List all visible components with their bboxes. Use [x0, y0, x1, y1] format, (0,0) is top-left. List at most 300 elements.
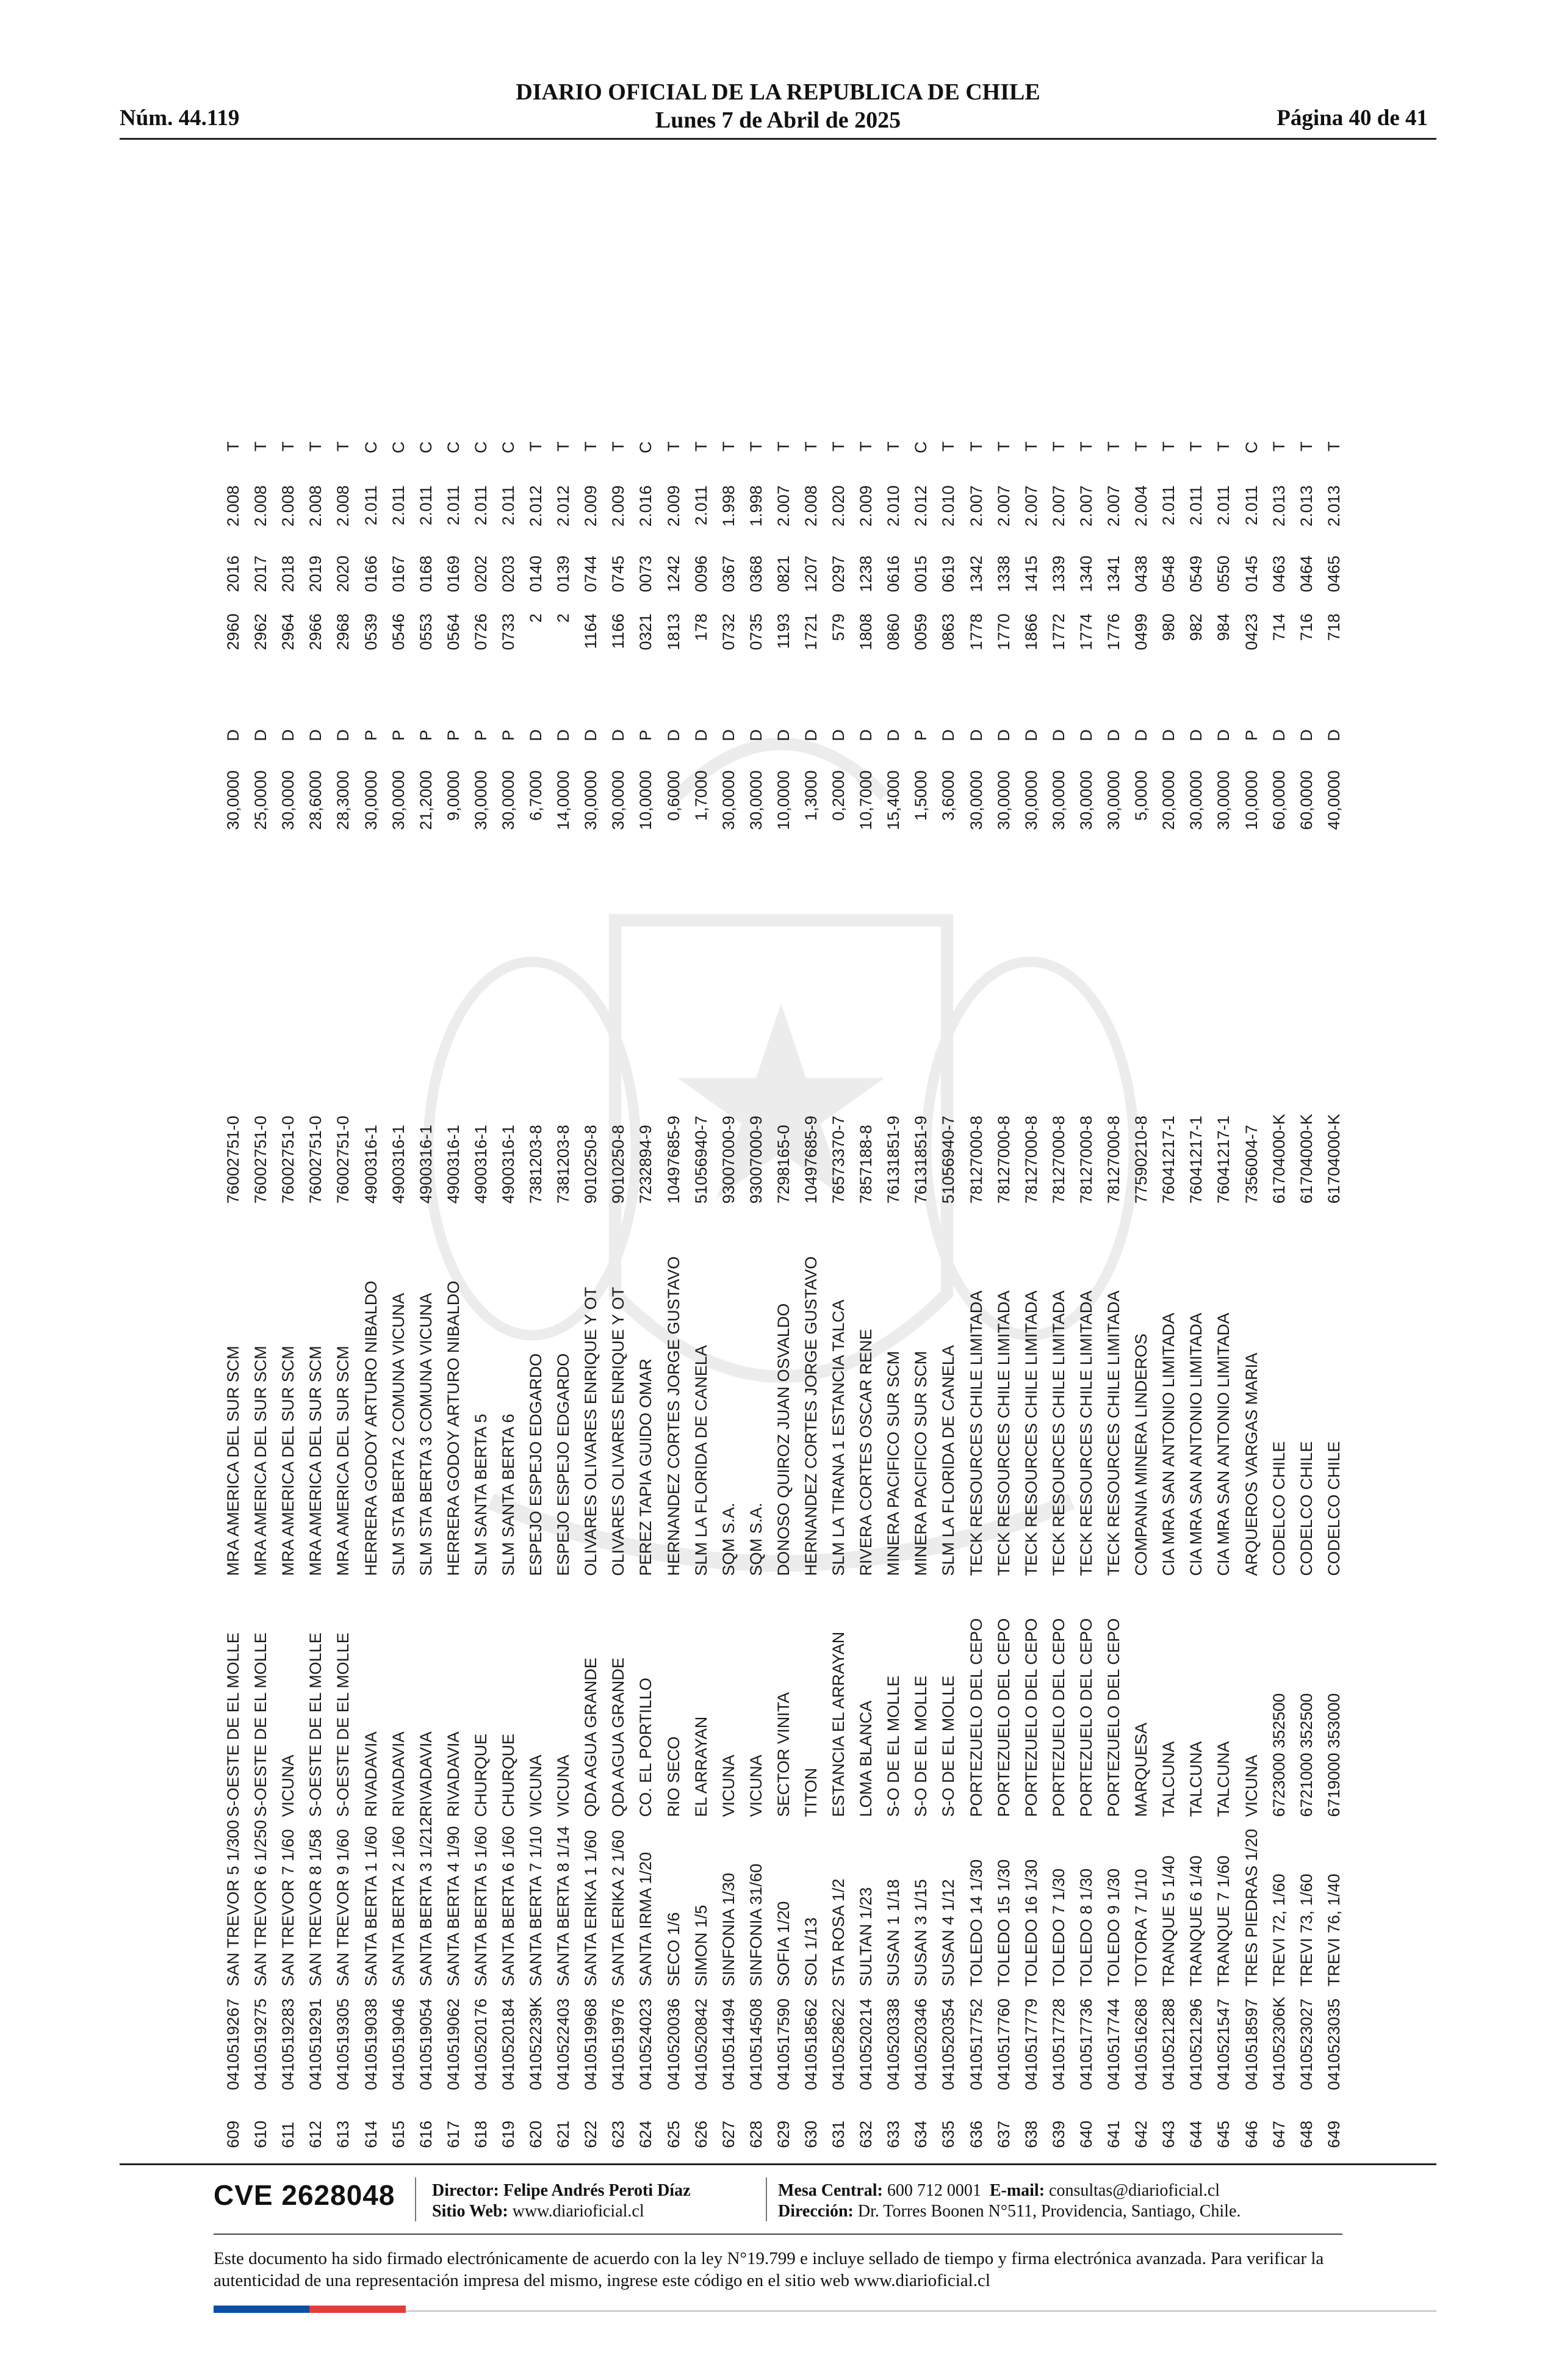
status-code-cell: T	[582, 441, 600, 452]
area-cell: 9,0000	[444, 770, 463, 821]
area-cell: 30,0000	[1049, 770, 1068, 830]
rut-cell: 4900316-1	[416, 1125, 435, 1204]
concession-name-cell: SINFONIA 31/60	[746, 1863, 765, 1986]
concession-name-cell: TOLEDO 14 1/30	[967, 1859, 985, 1986]
rol-code-cell: 0410517728	[1049, 1998, 1068, 2090]
concession-name-cell: SAN TREVOR 6 1/250	[251, 1820, 270, 1986]
location-cell: CO. EL PORTILLO	[636, 1678, 655, 1817]
inscription-folio-cell: 1776	[1104, 613, 1123, 651]
concession-name-cell: SINFONIA 1/30	[719, 1872, 738, 1986]
table-row	[963, 441, 990, 2148]
row-number-cell: 639	[1049, 2120, 1068, 2148]
inscription-number-cell: 0463	[1269, 555, 1288, 593]
rut-cell: 76041217-1	[1159, 1116, 1178, 1204]
row-number-cell: 632	[857, 2120, 876, 2148]
concession-name-cell: SUSAN 1 1/18	[884, 1879, 903, 1986]
owner-cell: HERNANDEZ CORTES JORGE GUSTAVO	[802, 1256, 821, 1576]
inscription-folio-cell: 579	[829, 613, 848, 641]
rut-cell: 76041217-1	[1214, 1116, 1233, 1204]
owner-cell: CIA MRA SAN ANTONIO LIMITADA	[1187, 1313, 1206, 1576]
type-code-cell: P	[444, 729, 463, 741]
inscription-number-cell: 0139	[554, 555, 573, 593]
location-cell: S-OESTE DE EL MOLLE	[306, 1632, 325, 1817]
location-cell: LOMA BLANCA	[857, 1700, 876, 1817]
row-number-cell: 640	[1076, 2120, 1095, 2148]
rut-cell: 78127000-8	[1021, 1116, 1040, 1204]
rol-code-cell: 0410518562	[802, 1998, 821, 2090]
concession-name-cell: SIMON 1/5	[691, 1905, 710, 1986]
inscription-folio-cell: 984	[1214, 613, 1233, 641]
location-cell: PORTEZUELO DEL CEPO	[994, 1618, 1013, 1817]
status-code-cell: T	[1187, 441, 1206, 452]
director-label: Director:	[432, 2181, 499, 2200]
location-cell: TALCUNA	[1214, 1741, 1233, 1817]
type-code-cell: P	[912, 729, 931, 741]
rol-code-cell: 0410519976	[609, 1998, 628, 2090]
status-code-cell: T	[334, 441, 353, 452]
status-code-cell: T	[1132, 441, 1151, 452]
director-info	[432, 2180, 691, 2222]
table-row	[1155, 441, 1183, 2148]
owner-cell: SLM SANTA BERTA 5	[471, 1413, 490, 1576]
rut-cell: 4900316-1	[499, 1125, 517, 1204]
area-cell: 30,0000	[1187, 770, 1206, 830]
concession-name-cell: SAN TREVOR 8 1/58	[306, 1829, 325, 1986]
type-code-cell: D	[1021, 729, 1040, 741]
year-cell: 2.007	[967, 485, 985, 527]
area-cell: 30,0000	[389, 770, 408, 830]
inscription-number-cell: 1242	[664, 555, 683, 593]
inscription-folio-cell: 178	[691, 613, 710, 641]
type-code-cell: D	[939, 729, 958, 741]
type-code-cell: P	[499, 729, 517, 741]
row-number-cell: 648	[1297, 2120, 1316, 2148]
type-code-cell: D	[967, 729, 985, 741]
status-code-cell: C	[416, 441, 435, 453]
type-code-cell: D	[334, 729, 353, 741]
website-line	[432, 2201, 691, 2222]
legal-notice: Este documento ha sido firmado electrónicamente de acuerdo con la ley N°19.799 e incluye sellado de tiempo y firma electrónica avanzada. Para verificar la autenticidad de una representación impresa del mismo, ingrese este código en el sitio web www.diarioficial.cl	[214, 2249, 1324, 2290]
rut-cell: 78127000-8	[1104, 1116, 1123, 1204]
row-number-cell: 614	[361, 2120, 380, 2148]
owner-cell: CIA MRA SAN ANTONIO LIMITADA	[1159, 1313, 1178, 1576]
footer-gray-rule	[406, 2310, 1436, 2312]
issue-number: Núm. 44.119	[120, 106, 240, 131]
owner-cell: HERNANDEZ CORTES JORGE GUSTAVO	[664, 1256, 683, 1576]
rut-cell: 93007000-9	[719, 1116, 738, 1204]
concession-name-cell: TOLEDO 7 1/30	[1049, 1868, 1068, 1986]
year-cell: 2.013	[1324, 485, 1343, 527]
owner-cell: CIA MRA SAN ANTONIO LIMITADA	[1214, 1313, 1233, 1576]
table-row	[880, 441, 907, 2148]
inscription-folio-cell: 0539	[361, 613, 380, 651]
rut-cell: 7857188-8	[857, 1125, 876, 1204]
rol-code-cell: 0410519968	[582, 1998, 600, 2090]
inscription-folio-cell: 2968	[334, 613, 353, 651]
row-number-cell: 618	[471, 2120, 490, 2148]
inscription-number-cell: 0166	[361, 555, 380, 593]
owner-cell: SLM STA BERTA 2 COMUNA VICUNA	[389, 1293, 408, 1576]
inscription-number-cell: 0744	[582, 555, 600, 593]
inscription-folio-cell: 716	[1297, 613, 1316, 641]
table-row	[935, 441, 962, 2148]
rut-cell: 61704000-K	[1324, 1114, 1343, 1204]
rol-code-cell: 0410524023	[636, 1998, 655, 2090]
inscription-number-cell: 1238	[857, 555, 876, 593]
status-code-cell: T	[1076, 441, 1095, 452]
location-cell: VICUNA	[554, 1754, 573, 1817]
concession-name-cell: TOLEDO 16 1/30	[1021, 1859, 1040, 1986]
inscription-number-cell: 0367	[719, 555, 738, 593]
table-row	[550, 441, 577, 2148]
status-code-cell: T	[306, 441, 325, 452]
website-url[interactable]: www.diarioficial.cl	[512, 2202, 644, 2221]
location-cell: RIO SECO	[664, 1736, 683, 1817]
location-cell: S-O DE EL MOLLE	[912, 1675, 931, 1817]
inscription-folio-cell: 0863	[939, 613, 958, 651]
status-code-cell: T	[994, 441, 1013, 452]
year-cell: 2.011	[1242, 485, 1261, 525]
rol-code-cell: 0410520842	[691, 1998, 710, 2090]
type-code-cell: P	[361, 729, 380, 741]
footer-separator	[415, 2177, 416, 2221]
table-row	[412, 441, 440, 2148]
year-cell: 2.016	[636, 485, 655, 527]
concession-name-cell: SANTA BERTA 1 1/60	[361, 1826, 380, 1986]
type-code-cell: D	[664, 729, 683, 741]
row-number-cell: 647	[1269, 2120, 1288, 2148]
type-code-cell: D	[802, 729, 821, 741]
concession-name-cell: TOLEDO 15 1/30	[994, 1859, 1013, 1986]
inscription-folio-cell: 0733	[499, 613, 517, 651]
inscription-number-cell: 2018	[279, 555, 298, 593]
rut-cell: 76131851-9	[912, 1116, 931, 1204]
row-number-cell: 637	[994, 2120, 1013, 2148]
year-cell: 2.009	[582, 485, 600, 527]
address-label: Dirección:	[778, 2202, 854, 2221]
inscription-folio-cell: 1866	[1021, 613, 1040, 651]
contact-line	[778, 2180, 1241, 2201]
owner-cell: MRA AMERICA DEL SUR SCM	[306, 1346, 325, 1576]
row-number-cell: 611	[279, 2121, 298, 2148]
owner-cell: ESPEJO ESPEJO EDGARDO	[527, 1353, 546, 1576]
owner-cell: SQM S.A.	[719, 1502, 738, 1576]
status-code-cell: C	[361, 441, 380, 453]
rol-code-cell: 0410522403	[554, 1998, 573, 2090]
concession-name-cell: SANTA BERTA 3 1/212	[416, 1817, 435, 1986]
status-code-cell: T	[829, 441, 848, 452]
area-cell: 60,0000	[1297, 770, 1316, 830]
year-cell: 2.012	[554, 485, 573, 527]
year-cell: 2.008	[251, 485, 270, 527]
owner-cell: ARQUEROS VARGAS MARIA	[1242, 1352, 1261, 1576]
type-code-cell: D	[609, 729, 628, 741]
type-code-cell: P	[416, 729, 435, 741]
location-cell: VICUNA	[527, 1754, 546, 1817]
page-number: Página 40 de 41	[1277, 106, 1428, 131]
rol-code-cell: 0410523035	[1324, 1998, 1343, 2090]
inscription-number-cell: 0145	[1242, 555, 1261, 593]
header-divider	[120, 138, 1436, 140]
area-cell: 28,6000	[306, 770, 325, 830]
year-cell: 2.009	[609, 485, 628, 527]
inscription-number-cell: 2020	[334, 555, 353, 593]
row-number-cell: 619	[499, 2120, 517, 2148]
type-code-cell: D	[554, 729, 573, 741]
inscription-number-cell: 0550	[1214, 555, 1233, 593]
row-number-cell: 633	[884, 2120, 903, 2148]
inscription-folio-cell: 2966	[306, 613, 325, 651]
owner-cell: SLM SANTA BERTA 6	[499, 1413, 517, 1576]
owner-cell: SLM LA FLORIDA DE CANELA	[939, 1345, 958, 1576]
type-code-cell: D	[884, 729, 903, 741]
rol-code-cell: 0410517736	[1076, 1998, 1095, 2090]
rut-cell: 51056940-7	[939, 1116, 958, 1204]
table-row	[605, 441, 632, 2148]
location-cell: S-OESTE DE EL MOLLE	[251, 1632, 270, 1817]
rol-code-cell: 0410520036	[664, 1998, 683, 2090]
area-cell: 6,7000	[527, 770, 546, 821]
address-text: Dr. Torres Boonen N°511, Providencia, Santiago, Chile.	[857, 2202, 1241, 2221]
inscription-number-cell: 1342	[967, 555, 985, 593]
area-cell: 30,0000	[746, 770, 765, 830]
area-cell: 30,0000	[1076, 770, 1095, 830]
status-code-cell: T	[664, 441, 683, 452]
inscription-number-cell: 0619	[939, 555, 958, 593]
location-cell: VICUNA	[279, 1754, 298, 1817]
rut-cell: 76002751-0	[279, 1116, 298, 1204]
area-cell: 30,0000	[967, 770, 985, 830]
owner-cell: OLIVARES OLIVARES ENRIQUE Y OT	[609, 1286, 628, 1576]
status-code-cell: T	[967, 441, 985, 452]
year-cell: 2.010	[884, 485, 903, 527]
inscription-number-cell: 1339	[1049, 555, 1068, 593]
status-code-cell: T	[884, 441, 903, 452]
rut-cell: 4900316-1	[444, 1125, 463, 1204]
inscription-folio-cell: 1164	[582, 613, 600, 649]
owner-cell: HERRERA GODOY ARTURO NIBALDO	[444, 1280, 463, 1576]
concession-name-cell: SOL 1/13	[802, 1917, 821, 1986]
area-cell: 25,0000	[251, 770, 270, 830]
concession-name-cell: SANTA ERIKA 2 1/60	[609, 1830, 628, 1986]
inscription-folio-cell: 1813	[664, 613, 683, 651]
status-code-cell: T	[1049, 441, 1068, 452]
rol-code-cell: 0410520184	[499, 1998, 517, 2090]
concession-name-cell: SANTA BERTA 5 1/60	[471, 1826, 490, 1986]
rotated-table-container	[220, 232, 1349, 2148]
area-cell: 30,0000	[499, 770, 517, 830]
table-row	[1320, 441, 1348, 2148]
year-cell: 2.009	[664, 485, 683, 527]
area-cell: 30,0000	[361, 770, 380, 830]
year-cell: 2.010	[939, 485, 958, 527]
rol-code-cell: 0410520214	[857, 1998, 876, 2090]
owner-cell: MINERA PACIFICO SUR SCM	[912, 1350, 931, 1576]
location-cell: TALCUNA	[1159, 1741, 1178, 1817]
table-row	[1128, 441, 1155, 2148]
row-number-cell: 628	[746, 2120, 765, 2148]
area-cell: 0,6000	[664, 770, 683, 821]
inscription-number-cell: 0167	[389, 555, 408, 593]
website-label: Sitio Web:	[432, 2202, 508, 2221]
type-code-cell: D	[527, 729, 546, 741]
rol-code-cell: 0410517752	[967, 1998, 985, 2090]
table-row	[330, 441, 357, 2148]
footer-divider-2	[214, 2234, 1342, 2235]
inscription-folio-cell: 0321	[636, 613, 655, 651]
concession-name-cell: SUSAN 4 1/12	[939, 1879, 958, 1986]
table-row	[907, 441, 935, 2148]
type-code-cell: D	[1076, 729, 1095, 741]
location-cell: CHURQUE	[499, 1733, 517, 1817]
table-row	[798, 441, 825, 2148]
inscription-folio-cell: 1774	[1076, 613, 1095, 651]
owner-cell: TECK RESOURCES CHILE LIMITADA	[1076, 1290, 1095, 1576]
inscription-folio-cell: 0735	[746, 613, 765, 651]
table-row	[302, 441, 330, 2148]
location-cell: TALCUNA	[1187, 1741, 1206, 1817]
year-cell: 2.007	[1049, 485, 1068, 527]
concession-name-cell: SOFIA 1/20	[774, 1901, 793, 1986]
inscription-folio-cell: 0732	[719, 613, 738, 651]
inscription-folio-cell: 1721	[802, 613, 821, 651]
flag-stripe	[214, 2306, 406, 2313]
area-cell: 1,3000	[802, 770, 821, 821]
table-row	[1210, 441, 1237, 2148]
row-number-cell: 617	[444, 2120, 463, 2148]
row-number-cell: 634	[912, 2120, 931, 2148]
owner-cell: RIVERA CORTES OSCAR RENE	[857, 1329, 876, 1576]
row-number-cell: 641	[1104, 2120, 1123, 2148]
status-code-cell: T	[554, 441, 573, 452]
rut-cell: 7381203-8	[554, 1125, 573, 1204]
owner-cell: MINERA PACIFICO SUR SCM	[884, 1350, 903, 1576]
footer-separator-2	[766, 2177, 767, 2221]
status-code-cell: C	[444, 441, 463, 453]
area-cell: 30,0000	[994, 770, 1013, 830]
row-number-cell: 624	[636, 2120, 655, 2148]
inscription-folio-cell: 0546	[389, 613, 408, 651]
location-cell: 6723000 352500	[1269, 1693, 1288, 1817]
rol-code-cell: 0410519038	[361, 1998, 380, 2090]
row-number-cell: 644	[1187, 2120, 1206, 2148]
location-cell: VICUNA	[719, 1754, 738, 1817]
table-row	[220, 441, 247, 2148]
year-cell: 2.011	[416, 485, 435, 525]
type-code-cell: D	[1269, 729, 1288, 741]
row-number-cell: 626	[691, 2120, 710, 2148]
inscription-number-cell: 0465	[1324, 555, 1343, 593]
area-cell: 30,0000	[1104, 770, 1123, 830]
row-number-cell: 627	[719, 2120, 738, 2148]
concession-name-cell: TRANQUE 5 1/40	[1159, 1855, 1178, 1986]
owner-cell: TECK RESOURCES CHILE LIMITADA	[1049, 1290, 1068, 1576]
rol-code-cell: 0410516268	[1132, 1998, 1151, 2090]
location-cell: SECTOR VINITA	[774, 1692, 793, 1817]
location-cell: QDA AGUA GRANDE	[609, 1657, 628, 1817]
table-row	[825, 441, 852, 2148]
table-row	[632, 441, 660, 2148]
status-code-cell: C	[471, 441, 490, 453]
inscription-folio-cell: 1808	[857, 613, 876, 651]
type-code-cell: D	[1159, 729, 1178, 741]
location-cell: ESTANCIA EL ARRAYAN	[829, 1631, 848, 1817]
inscription-folio-cell: 980	[1159, 613, 1178, 641]
email-address[interactable]: consultas@diarioficial.cl	[1049, 2181, 1220, 2200]
year-cell: 2.013	[1297, 485, 1316, 527]
rol-code-cell: 0410517779	[1021, 1998, 1040, 2090]
type-code-cell: P	[636, 729, 655, 741]
rut-cell: 76002751-0	[306, 1116, 325, 1204]
area-cell: 30,0000	[719, 770, 738, 830]
inscription-folio-cell: 1193	[774, 613, 793, 649]
location-cell: CHURQUE	[471, 1733, 490, 1817]
row-number-cell: 622	[582, 2120, 600, 2148]
area-cell: 10,7000	[857, 770, 876, 830]
year-cell: 1.998	[746, 485, 765, 527]
type-code-cell: D	[1132, 729, 1151, 741]
location-cell: 6721000 352500	[1297, 1693, 1316, 1817]
rut-cell: 4900316-1	[361, 1125, 380, 1204]
location-cell: S-O DE EL MOLLE	[939, 1675, 958, 1817]
table-row	[1266, 441, 1293, 2148]
table-row	[440, 441, 467, 2148]
inscription-folio-cell: 0059	[912, 613, 931, 651]
inscription-folio-cell: 0860	[884, 613, 903, 651]
inscription-folio-cell: 0564	[444, 613, 463, 651]
row-number-cell: 620	[527, 2120, 546, 2148]
concession-name-cell: SUSAN 3 1/15	[912, 1879, 931, 1986]
year-cell: 2.007	[1076, 485, 1095, 527]
location-cell: RIVADAVIA	[416, 1731, 435, 1817]
status-code-cell: C	[499, 441, 517, 453]
status-code-cell: T	[224, 441, 243, 452]
location-cell: S-OESTE DE EL MOLLE	[334, 1632, 353, 1817]
location-cell: PORTEZUELO DEL CEPO	[1076, 1618, 1095, 1817]
year-cell: 2.012	[912, 485, 931, 527]
inscription-number-cell: 1341	[1104, 555, 1123, 593]
inscription-number-cell: 2017	[251, 555, 270, 593]
type-code-cell: D	[1187, 729, 1206, 741]
table-row	[1073, 441, 1100, 2148]
status-code-cell: C	[389, 441, 408, 453]
owner-cell: MRA AMERICA DEL SUR SCM	[224, 1346, 243, 1576]
location-cell: MARQUESA	[1132, 1722, 1151, 1817]
rol-code-cell: 0410519305	[334, 1998, 353, 2090]
rut-cell: 7298165-0	[774, 1125, 793, 1204]
concession-name-cell: SAN TREVOR 5 1/300	[224, 1820, 243, 1986]
year-cell: 2.008	[306, 485, 325, 527]
type-code-cell: D	[719, 729, 738, 741]
table-row	[577, 441, 605, 2148]
type-code-cell: D	[1297, 729, 1316, 741]
table-row	[743, 441, 770, 2148]
inscription-number-cell: 0821	[774, 555, 793, 593]
rut-cell: 78127000-8	[1076, 1116, 1095, 1204]
type-code-cell: D	[251, 729, 270, 741]
owner-cell: MRA AMERICA DEL SUR SCM	[334, 1346, 353, 1576]
concession-name-cell: SANTA BERTA 8 1/14	[554, 1826, 573, 1986]
rol-code-cell: 0410519062	[444, 1998, 463, 2090]
rol-code-cell: 0410519046	[389, 1998, 408, 2090]
year-cell: 2.009	[857, 485, 876, 527]
owner-cell: DONOSO QUIROZ JUAN OSVALDO	[774, 1303, 793, 1576]
concession-name-cell: SANTA BERTA 2 1/60	[389, 1826, 408, 1986]
type-code-cell: D	[994, 729, 1013, 741]
rut-cell: 7381203-8	[527, 1125, 546, 1204]
table-row	[357, 441, 384, 2148]
area-cell: 60,0000	[1269, 770, 1288, 830]
